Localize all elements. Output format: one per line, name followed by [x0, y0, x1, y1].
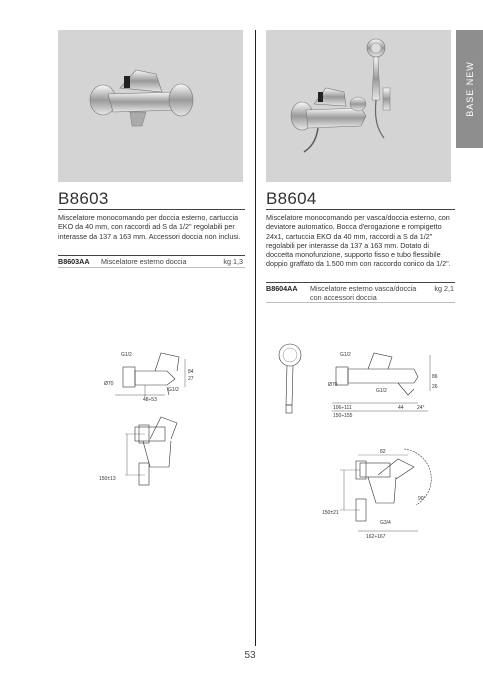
article-weight: kg 1,3 — [223, 257, 243, 266]
dim-label: 162÷167 — [366, 534, 386, 540]
article-underline — [266, 302, 455, 303]
technical-drawing-b8604 — [268, 335, 453, 555]
product-description: Miscelatore monocomando per vasca/doccia esterno, con deviatore automatico. Bocca d'erogazione e rompigetto 24x1, cartuccia EKO da 40 mm, raccordi a S da 1/2" regolabili per interasse da 137 a 163 mm. Dotato di doccetta monofunzione, supporto fisso e tubo flessibile doppio graffato da 1.500 mm con raccordo conico da 1/2". — [266, 213, 451, 269]
dim-label: 150±21 — [322, 510, 339, 516]
technical-drawing-b8603 — [95, 345, 210, 545]
dim-label: G1/2 — [376, 388, 387, 394]
article-name: Miscelatore esterno doccia — [101, 257, 187, 266]
dim-label: 150±13 — [99, 476, 116, 482]
article-code: B8604AA — [266, 284, 298, 293]
article-divider — [58, 255, 245, 256]
article-weight: kg 2,1 — [434, 284, 454, 293]
dim-label: 44 — [398, 405, 404, 411]
article-name: Miscelatore esterno vasca/doccia con accessori doccia — [310, 284, 417, 302]
section-tab-label: BASE NEW — [464, 61, 475, 117]
dim-label: G1/2 — [340, 352, 351, 358]
title-underline — [58, 209, 245, 210]
product-description: Miscelatore monocomando per doccia esterno, cartuccia EKO da 40 mm, con raccordi ad S da 1/2" regolabili per interasse da 137 a 163 mm. Accessori doccia non inclusi. — [58, 213, 241, 241]
dim-label: 26 — [432, 384, 438, 390]
dim-label: 48÷53 — [143, 397, 157, 403]
title-underline — [266, 209, 455, 210]
dim-label: Ø70 — [104, 381, 114, 387]
dim-label: 86 — [432, 374, 438, 380]
column-divider — [255, 30, 256, 646]
dim-label: Ø70 — [328, 382, 338, 388]
dim-label: 150÷155 — [333, 413, 353, 419]
page-number: 53 — [244, 650, 256, 661]
dim-label: 24° — [417, 405, 425, 411]
article-underline — [58, 267, 245, 268]
product-photo-b8604 — [266, 30, 451, 182]
product-title: B8604 — [266, 189, 317, 208]
dim-label: G3/4 — [380, 520, 391, 526]
dim-label: G1/2 — [121, 352, 132, 358]
article-code: B8603AA — [58, 257, 90, 266]
dim-label: G1/2 — [168, 387, 179, 393]
dim-label: 90° — [418, 496, 426, 502]
product-title: B8603 — [58, 189, 109, 208]
dim-label: 106÷111 — [333, 405, 352, 411]
dim-label: 82 — [380, 449, 386, 455]
section-tab — [456, 30, 483, 148]
faucet-image — [266, 30, 451, 182]
product-photo-b8603 — [58, 30, 243, 182]
article-divider — [266, 282, 455, 283]
dim-label: 27 — [188, 376, 194, 382]
dim-label: 84 — [188, 369, 194, 375]
faucet-image — [58, 30, 243, 182]
